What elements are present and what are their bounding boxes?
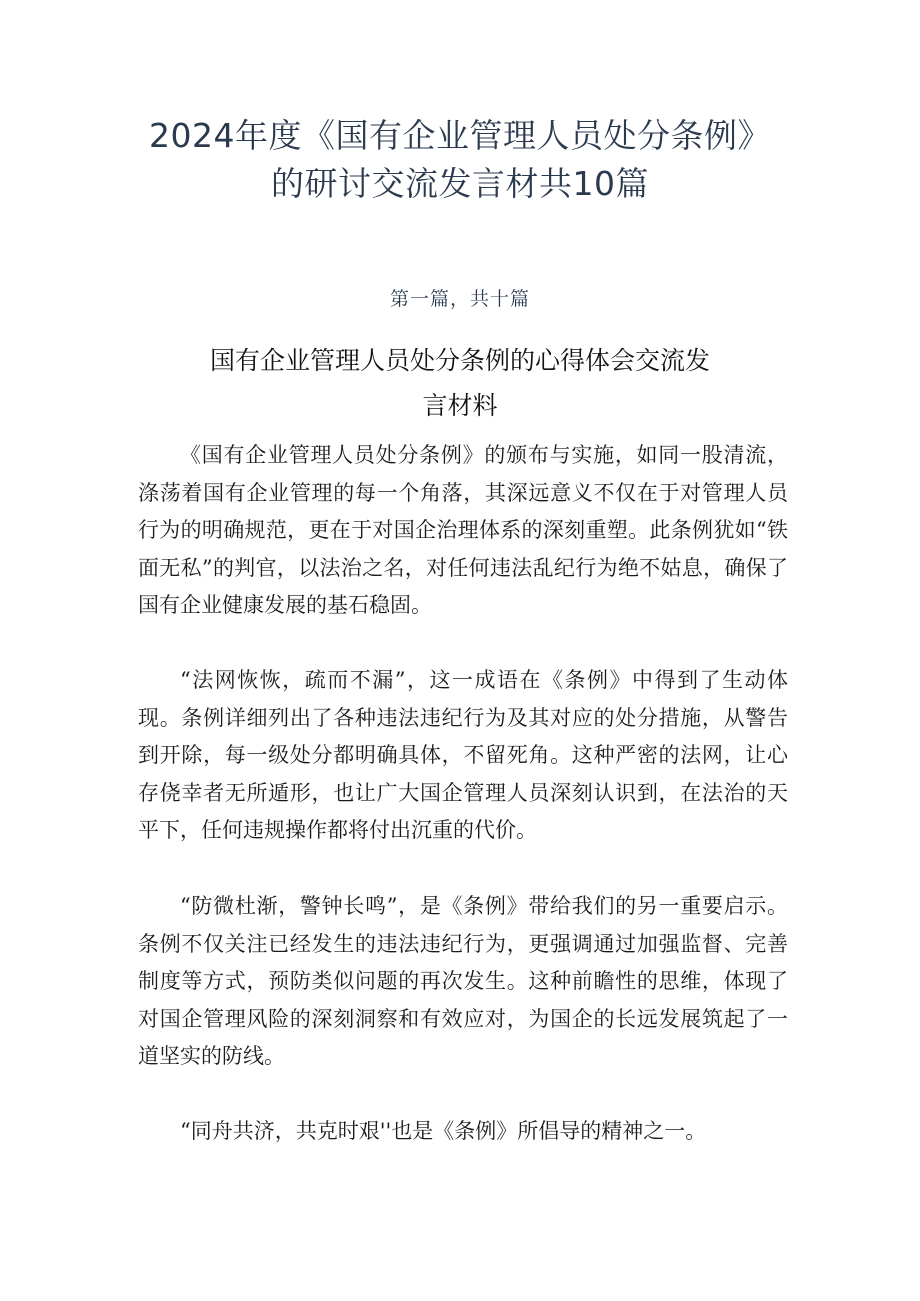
section-title-line-2: 言材料 [422,391,498,420]
body-paragraph-2: “法网恢恢，疏而不漏”，这一成语在《条例》中得到了生动体现。条例详细列出了各种违法违纪行为及其对应的处分措施，从警告到开除，每一级处分都明确具体，不留死角。这种严密的法网，让心存侥幸者无所遁形，也让广大国企管理人员深刻认识到，在法治的天平下，任何违规操作都将付出沉重的代价。 [138,668,788,842]
body-paragraph-1: 《国有企业管理人员处分条例》的颁布与实施，如同一股清流，涤荡着国有企业管理的每一个角落，其深远意义不仅在于对管理人员行为的明确规范，更在于对国企治理体系的深刻重塑。此条例犹如“铁面无私”的判官，以法治之名，对任何违法乱纪行为绝不姑息，确保了国有企业健康发展的基石稳固。 [138,443,788,617]
body-paragraph-3: “防微杜渐，警钟长鸣”，是《条例》带给我们的另一重要启示。条例不仅关注已经发生的违法违纪行为，更强调通过加强监督、完善制度等方式，预防类似问题的再次发生。这种前瞻性的思维，体现了对国企管理风险的深刻洞察和有效应对，为国企的长远发展筑起了一道坚实的防线。 [138,894,788,1068]
document-title-line-1: 2024年度《国有企业管理人员处分条例》 [149,116,771,155]
section-title-line-1: 国有企业管理人员处分条例的心得体会交流发 [209,346,710,375]
body-paragraph-4: “同舟共济，共克时艰''也是《条例》所倡导的精神之一。 [180,1119,707,1143]
part-label: 第一篇，共十篇 [389,288,530,310]
document-title-line-2: 的研讨交流发言材共10篇 [271,164,649,203]
